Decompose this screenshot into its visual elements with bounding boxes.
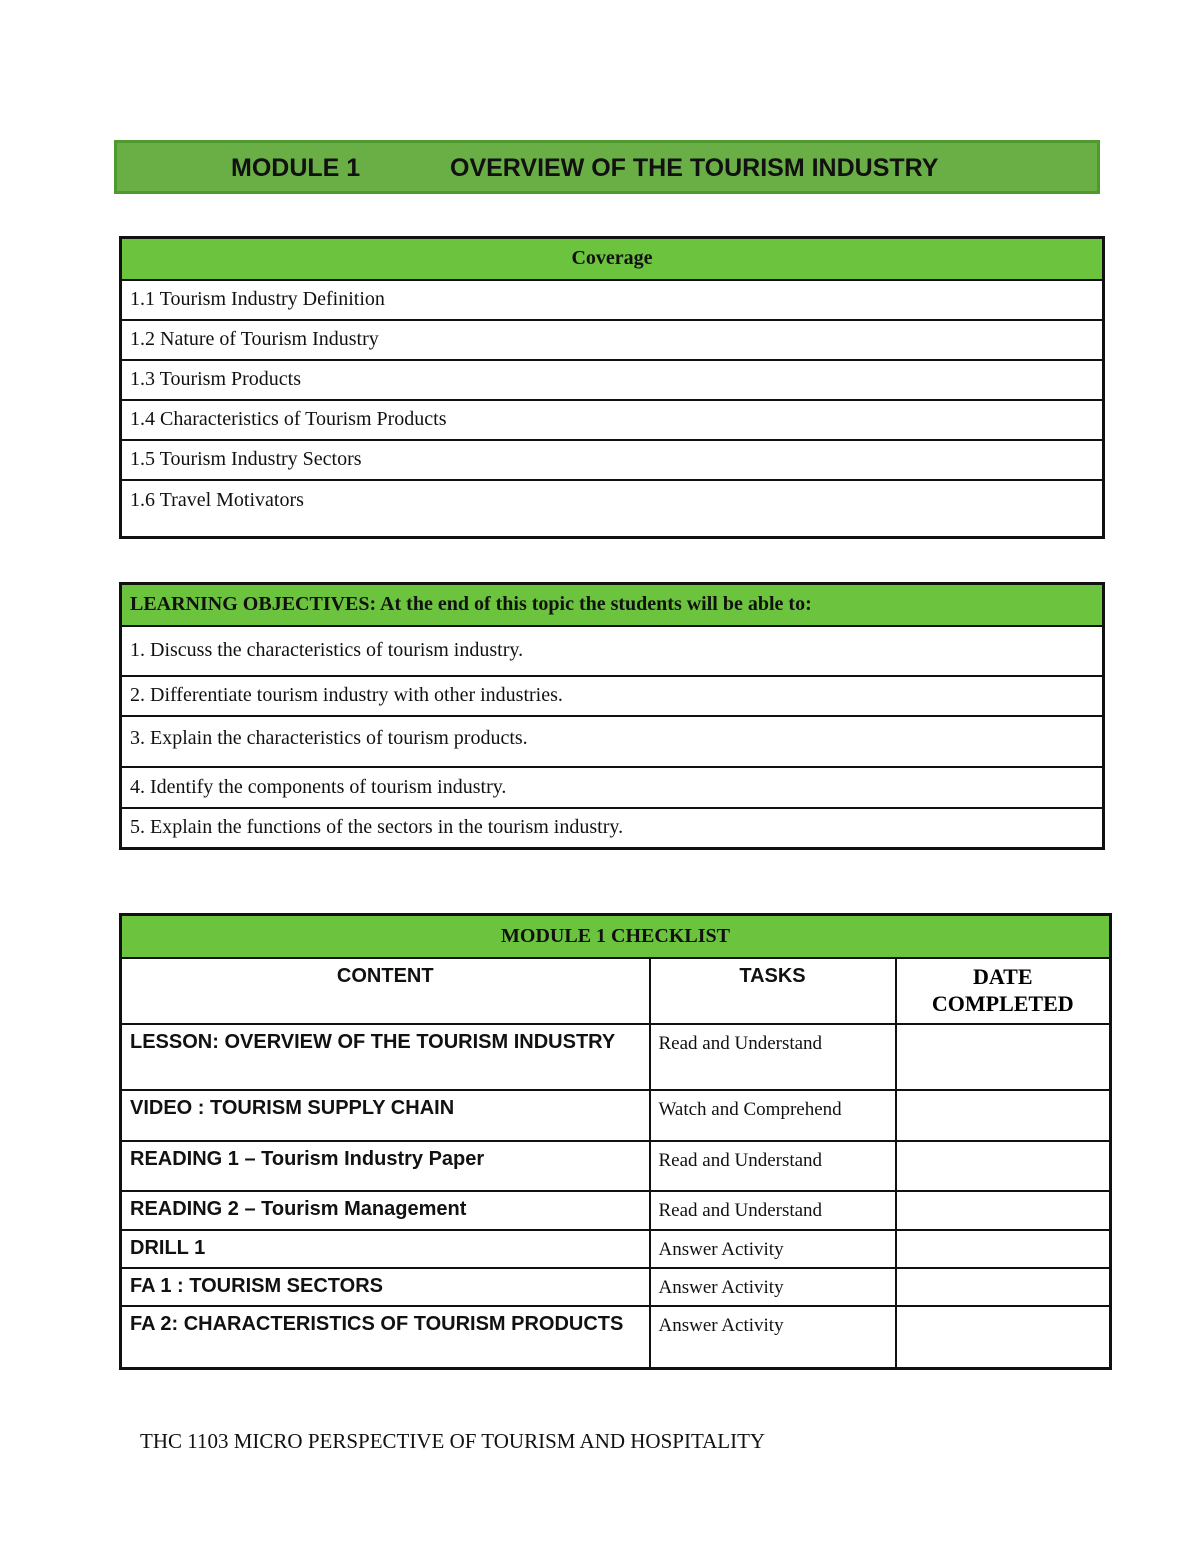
- table-row: [121, 1024, 1111, 1090]
- checklist-content: DRILL 1: [121, 1230, 650, 1268]
- coverage-item: 1.2 Nature of Tourism Industry: [121, 320, 1104, 360]
- module-title-bar: [114, 140, 1100, 194]
- coverage-item: 1.5 Tourism Industry Sectors: [121, 440, 1104, 480]
- objective-item: 2. Differentiate tourism industry with other industries.: [121, 676, 1104, 716]
- date-completed-label: DATE COMPLETED: [931, 963, 1074, 1016]
- checklist-heading: MODULE 1 CHECKLIST: [121, 915, 1111, 958]
- objective-item: 3. Explain the characteristics of tourism products.: [121, 716, 1104, 767]
- checklist-date-cell[interactable]: [896, 1024, 1111, 1090]
- checklist-content: FA 2: CHARACTERISTICS OF TOURISM PRODUCTS: [121, 1306, 650, 1369]
- checklist-date-cell[interactable]: [896, 1230, 1111, 1268]
- coverage-item: 1.3 Tourism Products: [121, 360, 1104, 400]
- objective-item: 4. Identify the components of tourism industry.: [121, 767, 1104, 808]
- objectives-heading: LEARNING OBJECTIVES: At the end of this topic the students will be able to:: [121, 584, 1104, 626]
- coverage-item: 1.1 Tourism Industry Definition: [121, 280, 1104, 320]
- table-row: [121, 1090, 1111, 1141]
- module-title: OVERVIEW OF THE TOURISM INDUSTRY: [450, 154, 939, 182]
- checklist-content: READING 1 – Tourism Industry Paper: [121, 1141, 650, 1191]
- checklist-date-cell[interactable]: [896, 1141, 1111, 1191]
- table-row: [121, 1230, 1111, 1268]
- checklist-date-cell[interactable]: [896, 1268, 1111, 1306]
- column-header-content: CONTENT: [121, 958, 650, 1024]
- column-header-date-completed: [896, 958, 1111, 1024]
- table-row: [121, 1141, 1111, 1191]
- checklist-date-cell[interactable]: [896, 1191, 1111, 1230]
- checklist-task: Read and Understand: [650, 1141, 896, 1191]
- coverage-item: 1.4 Characteristics of Tourism Products: [121, 400, 1104, 440]
- checklist-task: Answer Activity: [650, 1306, 896, 1369]
- checklist-content: READING 2 – Tourism Management: [121, 1191, 650, 1230]
- coverage-table: [119, 236, 1105, 539]
- checklist-task: Read and Understand: [650, 1191, 896, 1230]
- table-row: [121, 1268, 1111, 1306]
- coverage-heading: Coverage: [121, 238, 1104, 280]
- checklist-task: Answer Activity: [650, 1230, 896, 1268]
- column-header-tasks: TASKS: [650, 958, 896, 1024]
- checklist-task: Watch and Comprehend: [650, 1090, 896, 1141]
- checklist-date-cell[interactable]: [896, 1306, 1111, 1369]
- course-footer: THC 1103 MICRO PERSPECTIVE OF TOURISM AND HOSPITALITY: [140, 1429, 766, 1453]
- learning-objectives-table: [119, 582, 1105, 850]
- objective-item: 1. Discuss the characteristics of tourism industry.: [121, 626, 1104, 676]
- checklist-task: Answer Activity: [650, 1268, 896, 1306]
- checklist-content: LESSON: OVERVIEW OF THE TOURISM INDUSTRY: [121, 1024, 650, 1090]
- checklist-content: VIDEO : TOURISM SUPPLY CHAIN: [121, 1090, 650, 1141]
- table-row: [121, 1306, 1111, 1369]
- objective-item: 5. Explain the functions of the sectors in the tourism industry.: [121, 808, 1104, 849]
- checklist-content: FA 1 : TOURISM SECTORS: [121, 1268, 650, 1306]
- module-checklist-table: [119, 913, 1112, 1370]
- coverage-item: 1.6 Travel Motivators: [121, 480, 1104, 538]
- checklist-task: Read and Understand: [650, 1024, 896, 1090]
- table-row: [121, 1191, 1111, 1230]
- module-label: MODULE 1: [231, 154, 361, 182]
- checklist-date-cell[interactable]: [896, 1090, 1111, 1141]
